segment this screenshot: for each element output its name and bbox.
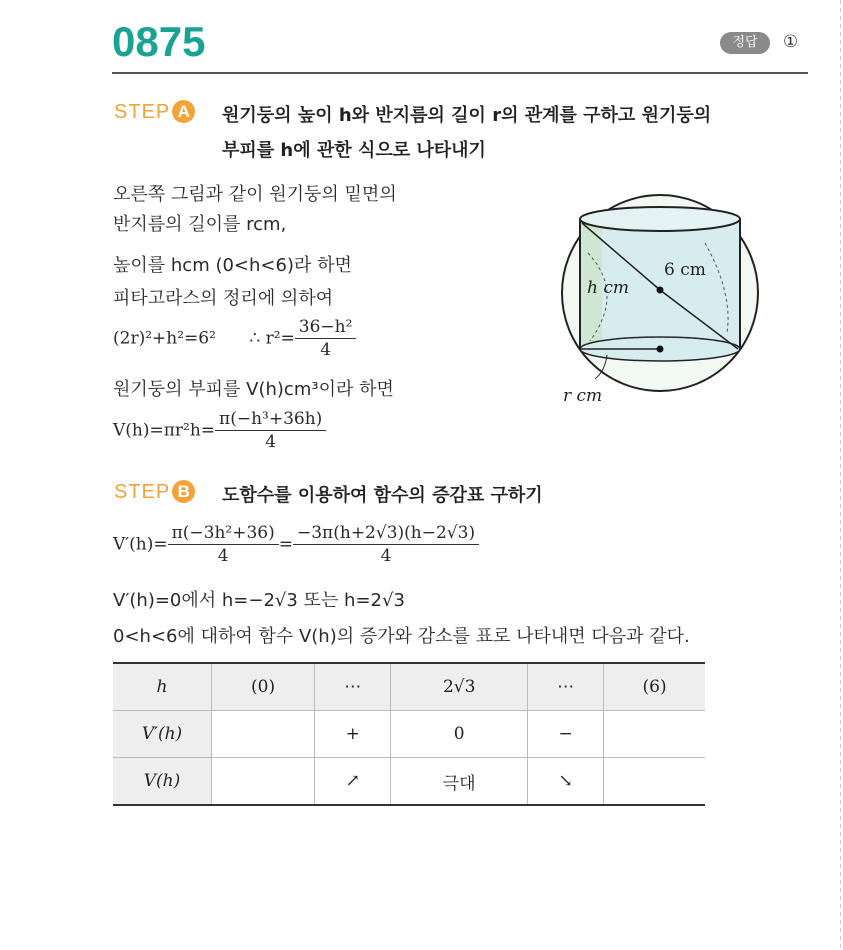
table-cell — [604, 758, 705, 806]
step-a-tag — [114, 100, 195, 124]
answer-badge: 정답 — [720, 32, 770, 54]
table-cell: ↘ — [527, 758, 603, 806]
eq2-numerator: π(−h³+36h) — [215, 408, 326, 431]
problem-number: 0875 — [112, 18, 206, 65]
eq1-mid: ∴ r²= — [249, 328, 295, 349]
step-a-line-1: 오른쪽 그림과 같이 원기둥의 밑면의 — [113, 184, 397, 205]
eqb-fraction-1 — [168, 522, 279, 567]
step-a-eq-1 — [113, 316, 356, 361]
eq2-fraction — [215, 408, 326, 453]
eqb-den-2: 4 — [380, 546, 392, 566]
eq2-left: V(h)=πr²h= — [113, 420, 216, 441]
sign-table — [113, 662, 705, 806]
step-a-line-3: 높이를 hcm (0<h<6)라 하면 — [113, 255, 352, 276]
table-cell: V′(h) — [113, 711, 212, 758]
step-a-line-4: 피타고라스의 정리에 의하여 — [113, 288, 334, 309]
table-cell — [604, 711, 705, 758]
table-cell: 극대 — [391, 758, 528, 806]
table-cell: (6) — [604, 663, 705, 711]
eqb-num-2: −3π(h+2√3)(h−2√3) — [293, 522, 479, 545]
table-cell — [212, 758, 315, 806]
step-a-eq-2 — [113, 408, 326, 453]
eq1-denominator: 4 — [320, 340, 332, 360]
page-edge — [840, 0, 841, 950]
step-a-label: STEP — [114, 101, 171, 123]
center-point — [657, 287, 664, 294]
header-rule — [112, 72, 808, 74]
label-diagonal: 6 cm — [664, 260, 706, 280]
eqb-num-1: π(−3h²+36) — [168, 522, 279, 545]
table-cell: 0 — [391, 711, 528, 758]
label-height: h cm — [587, 278, 629, 298]
table-cell: V(h) — [113, 758, 212, 806]
step-b-line-table: 0<h<6에 대하여 함수 V(h)의 증가와 감소를 표로 나타내면 다음과 같다. — [113, 626, 690, 647]
table-cell: h — [113, 663, 212, 711]
label-radius: r cm — [563, 386, 603, 406]
step-a-heading-1: 원기둥의 높이 h와 반지름의 길이 r의 관계를 구하고 원기둥의 — [222, 105, 712, 126]
table-cell: ⋯ — [527, 663, 603, 711]
table-cell — [212, 711, 315, 758]
step-b-line-zero: V′(h)=0에서 h=−2√3 또는 h=2√3 — [113, 590, 405, 611]
eqb-left: V′(h)= — [113, 534, 168, 555]
step-a-line-2: 반지름의 길이를 rcm, — [113, 214, 287, 235]
step-b-eq-1 — [113, 522, 479, 567]
step-a-heading-2: 부피를 h에 관한 식으로 나타내기 — [222, 140, 486, 161]
step-b-letter: B — [172, 480, 195, 503]
step-b-label: STEP — [114, 481, 171, 503]
eqb-equals: = — [278, 534, 293, 555]
table-cell: ⋯ — [315, 663, 391, 711]
eqb-den-1: 4 — [217, 546, 229, 566]
cylinder-top — [580, 207, 740, 231]
cylinder-in-sphere-figure — [555, 183, 785, 413]
table-cell: ↗ — [315, 758, 391, 806]
eq1-fraction — [295, 316, 357, 361]
answer-value: ① — [783, 32, 799, 52]
eq2-denominator: 4 — [265, 432, 277, 452]
table-row — [113, 711, 705, 758]
eq1-left: (2r)²+h²=6² — [113, 328, 216, 349]
step-b-tag — [114, 480, 195, 504]
table-cell: (0) — [212, 663, 315, 711]
step-a-letter: A — [172, 100, 195, 123]
table-row — [113, 758, 705, 806]
eqb-fraction-2 — [293, 522, 479, 567]
eq1-numerator: 36−h² — [295, 316, 357, 339]
bottom-center-point — [657, 346, 664, 353]
table-row — [113, 663, 705, 711]
table-cell: − — [527, 711, 603, 758]
table-cell: + — [315, 711, 391, 758]
step-a-line-5: 원기둥의 부피를 V(h)cm³이라 하면 — [113, 379, 394, 400]
step-b-heading: 도함수를 이용하여 함수의 증감표 구하기 — [222, 485, 543, 506]
table-cell: 2√3 — [391, 663, 528, 711]
